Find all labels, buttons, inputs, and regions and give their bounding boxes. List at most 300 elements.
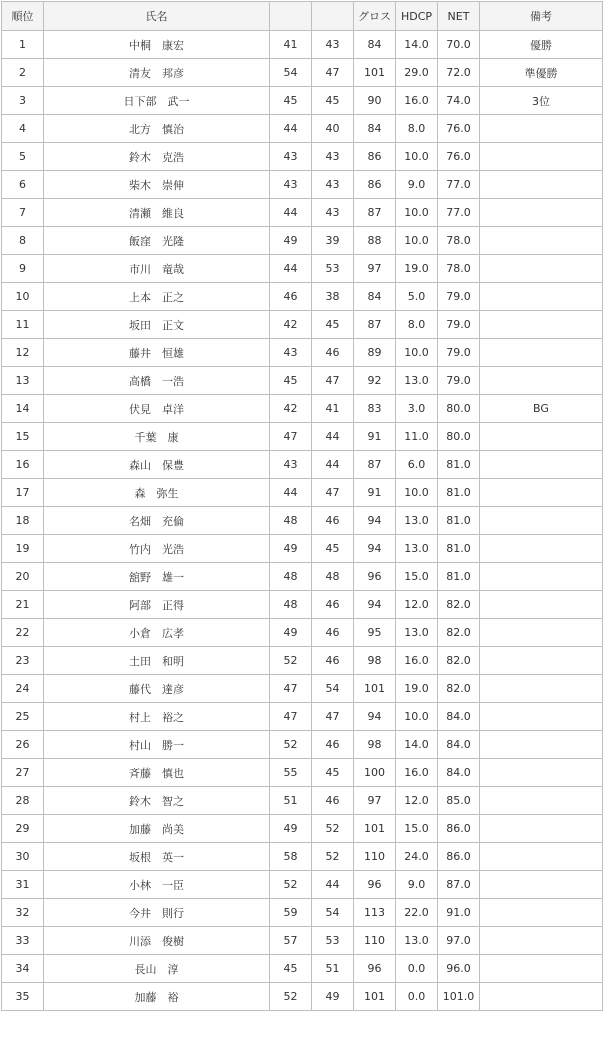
in-score-cell: 46 <box>312 619 354 647</box>
in-score-cell: 54 <box>312 899 354 927</box>
hdcp-cell: 15.0 <box>396 815 438 843</box>
gross-cell: 94 <box>354 591 396 619</box>
gross-cell: 94 <box>354 535 396 563</box>
gross-cell: 94 <box>354 703 396 731</box>
rank-cell: 3 <box>2 87 44 115</box>
hdcp-cell: 10.0 <box>396 479 438 507</box>
out-score-cell: 41 <box>270 31 312 59</box>
gross-cell: 84 <box>354 115 396 143</box>
name-cell: 中桐 康宏 <box>44 31 270 59</box>
rank-cell: 19 <box>2 535 44 563</box>
hdcp-cell: 14.0 <box>396 731 438 759</box>
out-score-cell: 49 <box>270 227 312 255</box>
name-cell: 舘野 雄一 <box>44 563 270 591</box>
rank-cell: 24 <box>2 675 44 703</box>
net-cell: 96.0 <box>438 955 480 983</box>
gross-cell: 90 <box>354 87 396 115</box>
name-cell: 坂根 英一 <box>44 843 270 871</box>
results-table <box>1 1 603 1011</box>
out-score-cell: 47 <box>270 423 312 451</box>
out-score-cell: 43 <box>270 339 312 367</box>
out-score-cell: 48 <box>270 591 312 619</box>
header-gross: グロス <box>354 2 396 31</box>
name-cell: 清瀬 維良 <box>44 199 270 227</box>
net-cell: 82.0 <box>438 619 480 647</box>
out-score-cell: 44 <box>270 199 312 227</box>
table-row <box>2 255 603 283</box>
gross-cell: 96 <box>354 563 396 591</box>
hdcp-cell: 5.0 <box>396 283 438 311</box>
table-row <box>2 199 603 227</box>
note-cell <box>480 675 603 703</box>
name-cell: 鈴木 克浩 <box>44 143 270 171</box>
out-score-cell: 52 <box>270 731 312 759</box>
hdcp-cell: 6.0 <box>396 451 438 479</box>
in-score-cell: 54 <box>312 675 354 703</box>
hdcp-cell: 11.0 <box>396 423 438 451</box>
note-cell <box>480 731 603 759</box>
rank-cell: 13 <box>2 367 44 395</box>
note-cell: 準優勝 <box>480 59 603 87</box>
name-cell: 清友 邦彦 <box>44 59 270 87</box>
out-score-cell: 44 <box>270 479 312 507</box>
table-row <box>2 899 603 927</box>
gross-cell: 91 <box>354 479 396 507</box>
name-cell: 北方 慎治 <box>44 115 270 143</box>
rank-cell: 25 <box>2 703 44 731</box>
note-cell <box>480 507 603 535</box>
net-cell: 85.0 <box>438 787 480 815</box>
rank-cell: 11 <box>2 311 44 339</box>
out-score-cell: 52 <box>270 983 312 1011</box>
table-row <box>2 227 603 255</box>
table-row <box>2 563 603 591</box>
net-cell: 86.0 <box>438 843 480 871</box>
table-row <box>2 927 603 955</box>
note-cell <box>480 787 603 815</box>
in-score-cell: 45 <box>312 759 354 787</box>
net-cell: 78.0 <box>438 255 480 283</box>
gross-cell: 98 <box>354 647 396 675</box>
rank-cell: 31 <box>2 871 44 899</box>
in-score-cell: 45 <box>312 87 354 115</box>
name-cell: 千葉 康 <box>44 423 270 451</box>
net-cell: 77.0 <box>438 199 480 227</box>
in-score-cell: 46 <box>312 591 354 619</box>
out-score-cell: 42 <box>270 311 312 339</box>
table-row <box>2 451 603 479</box>
in-score-cell: 49 <box>312 983 354 1011</box>
name-cell: 伏見 卓洋 <box>44 395 270 423</box>
out-score-cell: 46 <box>270 283 312 311</box>
note-cell <box>480 423 603 451</box>
in-score-cell: 45 <box>312 535 354 563</box>
out-score-cell: 45 <box>270 955 312 983</box>
in-score-cell: 51 <box>312 955 354 983</box>
gross-cell: 89 <box>354 339 396 367</box>
note-cell <box>480 171 603 199</box>
table-row <box>2 535 603 563</box>
out-score-cell: 43 <box>270 451 312 479</box>
rank-cell: 22 <box>2 619 44 647</box>
net-cell: 79.0 <box>438 283 480 311</box>
table-row <box>2 283 603 311</box>
net-cell: 81.0 <box>438 507 480 535</box>
note-cell: 優勝 <box>480 31 603 59</box>
name-cell: 阿部 正得 <box>44 591 270 619</box>
rank-cell: 17 <box>2 479 44 507</box>
hdcp-cell: 13.0 <box>396 927 438 955</box>
rank-cell: 15 <box>2 423 44 451</box>
in-score-cell: 40 <box>312 115 354 143</box>
header-name: 氏名 <box>44 2 270 31</box>
note-cell <box>480 927 603 955</box>
note-cell <box>480 563 603 591</box>
net-cell: 79.0 <box>438 311 480 339</box>
gross-cell: 83 <box>354 395 396 423</box>
name-cell: 川添 俊樹 <box>44 927 270 955</box>
table-row <box>2 171 603 199</box>
name-cell: 長山 淳 <box>44 955 270 983</box>
rank-cell: 1 <box>2 31 44 59</box>
net-cell: 81.0 <box>438 479 480 507</box>
hdcp-cell: 16.0 <box>396 759 438 787</box>
in-score-cell: 52 <box>312 815 354 843</box>
out-score-cell: 45 <box>270 367 312 395</box>
gross-cell: 97 <box>354 787 396 815</box>
name-cell: 小倉 広孝 <box>44 619 270 647</box>
note-cell <box>480 283 603 311</box>
gross-cell: 86 <box>354 171 396 199</box>
gross-cell: 98 <box>354 731 396 759</box>
net-cell: 91.0 <box>438 899 480 927</box>
name-cell: 森 弥生 <box>44 479 270 507</box>
in-score-cell: 53 <box>312 927 354 955</box>
gross-cell: 101 <box>354 59 396 87</box>
in-score-cell: 44 <box>312 871 354 899</box>
net-cell: 76.0 <box>438 115 480 143</box>
table-row <box>2 731 603 759</box>
note-cell <box>480 115 603 143</box>
net-cell: 82.0 <box>438 647 480 675</box>
rank-cell: 6 <box>2 171 44 199</box>
rank-cell: 16 <box>2 451 44 479</box>
gross-cell: 91 <box>354 423 396 451</box>
gross-cell: 101 <box>354 675 396 703</box>
rank-cell: 10 <box>2 283 44 311</box>
table-row <box>2 759 603 787</box>
hdcp-cell: 15.0 <box>396 563 438 591</box>
rank-cell: 2 <box>2 59 44 87</box>
gross-cell: 96 <box>354 871 396 899</box>
name-cell: 上本 正之 <box>44 283 270 311</box>
in-score-cell: 43 <box>312 171 354 199</box>
rank-cell: 33 <box>2 927 44 955</box>
table-row <box>2 479 603 507</box>
rank-cell: 21 <box>2 591 44 619</box>
note-cell <box>480 871 603 899</box>
net-cell: 86.0 <box>438 815 480 843</box>
in-score-cell: 48 <box>312 563 354 591</box>
hdcp-cell: 19.0 <box>396 675 438 703</box>
in-score-cell: 46 <box>312 787 354 815</box>
note-cell <box>480 143 603 171</box>
note-cell: 3位 <box>480 87 603 115</box>
note-cell <box>480 339 603 367</box>
out-score-cell: 52 <box>270 647 312 675</box>
hdcp-cell: 16.0 <box>396 647 438 675</box>
net-cell: 84.0 <box>438 759 480 787</box>
net-cell: 77.0 <box>438 171 480 199</box>
note-cell <box>480 647 603 675</box>
results-body <box>2 31 603 1011</box>
note-cell <box>480 591 603 619</box>
gross-cell: 87 <box>354 451 396 479</box>
name-cell: 市川 竜哉 <box>44 255 270 283</box>
in-score-cell: 52 <box>312 843 354 871</box>
out-score-cell: 49 <box>270 619 312 647</box>
gross-cell: 100 <box>354 759 396 787</box>
in-score-cell: 44 <box>312 451 354 479</box>
name-cell: 森山 保豊 <box>44 451 270 479</box>
net-cell: 74.0 <box>438 87 480 115</box>
net-cell: 84.0 <box>438 703 480 731</box>
net-cell: 82.0 <box>438 675 480 703</box>
table-row <box>2 507 603 535</box>
table-row <box>2 339 603 367</box>
hdcp-cell: 13.0 <box>396 507 438 535</box>
table-row <box>2 59 603 87</box>
out-score-cell: 48 <box>270 507 312 535</box>
rank-cell: 18 <box>2 507 44 535</box>
in-score-cell: 53 <box>312 255 354 283</box>
gross-cell: 101 <box>354 815 396 843</box>
name-cell: 飯窪 光隆 <box>44 227 270 255</box>
hdcp-cell: 10.0 <box>396 339 438 367</box>
in-score-cell: 43 <box>312 31 354 59</box>
note-cell <box>480 619 603 647</box>
hdcp-cell: 10.0 <box>396 227 438 255</box>
header-note: 備考 <box>480 2 603 31</box>
in-score-cell: 43 <box>312 143 354 171</box>
hdcp-cell: 9.0 <box>396 871 438 899</box>
net-cell: 101.0 <box>438 983 480 1011</box>
in-score-cell: 43 <box>312 199 354 227</box>
table-row <box>2 619 603 647</box>
name-cell: 鈴木 智之 <box>44 787 270 815</box>
rank-cell: 4 <box>2 115 44 143</box>
hdcp-cell: 9.0 <box>396 171 438 199</box>
name-cell: 竹内 光浩 <box>44 535 270 563</box>
hdcp-cell: 24.0 <box>396 843 438 871</box>
hdcp-cell: 8.0 <box>396 115 438 143</box>
name-cell: 柴木 崇伸 <box>44 171 270 199</box>
out-score-cell: 43 <box>270 171 312 199</box>
net-cell: 80.0 <box>438 395 480 423</box>
in-score-cell: 38 <box>312 283 354 311</box>
rank-cell: 23 <box>2 647 44 675</box>
name-cell: 名畑 充倫 <box>44 507 270 535</box>
gross-cell: 84 <box>354 283 396 311</box>
name-cell: 藤井 恒雄 <box>44 339 270 367</box>
rank-cell: 34 <box>2 955 44 983</box>
gross-cell: 97 <box>354 255 396 283</box>
table-row <box>2 955 603 983</box>
name-cell: 斉藤 慎也 <box>44 759 270 787</box>
rank-cell: 14 <box>2 395 44 423</box>
hdcp-cell: 19.0 <box>396 255 438 283</box>
out-score-cell: 44 <box>270 255 312 283</box>
header-hdcp: HDCP <box>396 2 438 31</box>
table-row <box>2 87 603 115</box>
in-score-cell: 41 <box>312 395 354 423</box>
gross-cell: 87 <box>354 311 396 339</box>
out-score-cell: 52 <box>270 871 312 899</box>
gross-cell: 110 <box>354 843 396 871</box>
note-cell <box>480 703 603 731</box>
in-score-cell: 46 <box>312 731 354 759</box>
table-row <box>2 675 603 703</box>
out-score-cell: 47 <box>270 703 312 731</box>
table-row <box>2 983 603 1011</box>
out-score-cell: 43 <box>270 143 312 171</box>
note-cell <box>480 367 603 395</box>
hdcp-cell: 0.0 <box>396 983 438 1011</box>
table-row <box>2 787 603 815</box>
in-score-cell: 45 <box>312 311 354 339</box>
rank-cell: 35 <box>2 983 44 1011</box>
net-cell: 72.0 <box>438 59 480 87</box>
in-score-cell: 47 <box>312 367 354 395</box>
out-score-cell: 51 <box>270 787 312 815</box>
hdcp-cell: 10.0 <box>396 143 438 171</box>
rank-cell: 27 <box>2 759 44 787</box>
gross-cell: 113 <box>354 899 396 927</box>
hdcp-cell: 29.0 <box>396 59 438 87</box>
note-cell: BG <box>480 395 603 423</box>
table-row <box>2 395 603 423</box>
out-score-cell: 42 <box>270 395 312 423</box>
hdcp-cell: 3.0 <box>396 395 438 423</box>
net-cell: 78.0 <box>438 227 480 255</box>
out-score-cell: 55 <box>270 759 312 787</box>
gross-cell: 87 <box>354 199 396 227</box>
net-cell: 87.0 <box>438 871 480 899</box>
in-score-cell: 46 <box>312 339 354 367</box>
out-score-cell: 57 <box>270 927 312 955</box>
in-score-cell: 39 <box>312 227 354 255</box>
name-cell: 小林 一臣 <box>44 871 270 899</box>
hdcp-cell: 14.0 <box>396 31 438 59</box>
net-cell: 76.0 <box>438 143 480 171</box>
rank-cell: 30 <box>2 843 44 871</box>
in-score-cell: 47 <box>312 479 354 507</box>
table-row <box>2 591 603 619</box>
hdcp-cell: 13.0 <box>396 367 438 395</box>
header-net: NET <box>438 2 480 31</box>
note-cell <box>480 451 603 479</box>
name-cell: 坂田 正文 <box>44 311 270 339</box>
table-row <box>2 367 603 395</box>
net-cell: 97.0 <box>438 927 480 955</box>
note-cell <box>480 843 603 871</box>
note-cell <box>480 199 603 227</box>
rank-cell: 9 <box>2 255 44 283</box>
note-cell <box>480 899 603 927</box>
in-score-cell: 47 <box>312 59 354 87</box>
note-cell <box>480 759 603 787</box>
rank-cell: 20 <box>2 563 44 591</box>
hdcp-cell: 12.0 <box>396 591 438 619</box>
note-cell <box>480 311 603 339</box>
net-cell: 81.0 <box>438 535 480 563</box>
hdcp-cell: 16.0 <box>396 87 438 115</box>
table-row <box>2 703 603 731</box>
net-cell: 81.0 <box>438 451 480 479</box>
out-score-cell: 59 <box>270 899 312 927</box>
note-cell <box>480 255 603 283</box>
hdcp-cell: 10.0 <box>396 703 438 731</box>
out-score-cell: 49 <box>270 815 312 843</box>
name-cell: 村山 勝一 <box>44 731 270 759</box>
net-cell: 82.0 <box>438 591 480 619</box>
hdcp-cell: 8.0 <box>396 311 438 339</box>
gross-cell: 88 <box>354 227 396 255</box>
hdcp-cell: 13.0 <box>396 619 438 647</box>
hdcp-cell: 0.0 <box>396 955 438 983</box>
table-row <box>2 871 603 899</box>
gross-cell: 92 <box>354 367 396 395</box>
in-score-cell: 46 <box>312 647 354 675</box>
gross-cell: 86 <box>354 143 396 171</box>
rank-cell: 29 <box>2 815 44 843</box>
gross-cell: 101 <box>354 983 396 1011</box>
net-cell: 70.0 <box>438 31 480 59</box>
net-cell: 79.0 <box>438 367 480 395</box>
note-cell <box>480 983 603 1011</box>
table-row <box>2 815 603 843</box>
note-cell <box>480 815 603 843</box>
rank-cell: 32 <box>2 899 44 927</box>
rank-cell: 7 <box>2 199 44 227</box>
hdcp-cell: 12.0 <box>396 787 438 815</box>
out-score-cell: 44 <box>270 115 312 143</box>
table-row <box>2 143 603 171</box>
rank-cell: 5 <box>2 143 44 171</box>
table-row <box>2 423 603 451</box>
name-cell: 加藤 裕 <box>44 983 270 1011</box>
in-score-cell: 46 <box>312 507 354 535</box>
hdcp-cell: 10.0 <box>396 199 438 227</box>
hdcp-cell: 22.0 <box>396 899 438 927</box>
table-row <box>2 843 603 871</box>
note-cell <box>480 955 603 983</box>
out-score-cell: 45 <box>270 87 312 115</box>
gross-cell: 84 <box>354 31 396 59</box>
rank-cell: 8 <box>2 227 44 255</box>
out-score-cell: 58 <box>270 843 312 871</box>
table-row <box>2 115 603 143</box>
header-out <box>270 2 312 31</box>
in-score-cell: 47 <box>312 703 354 731</box>
rank-cell: 26 <box>2 731 44 759</box>
table-row <box>2 31 603 59</box>
header-in <box>312 2 354 31</box>
header-rank: 順位 <box>2 2 44 31</box>
gross-cell: 110 <box>354 927 396 955</box>
net-cell: 84.0 <box>438 731 480 759</box>
gross-cell: 96 <box>354 955 396 983</box>
